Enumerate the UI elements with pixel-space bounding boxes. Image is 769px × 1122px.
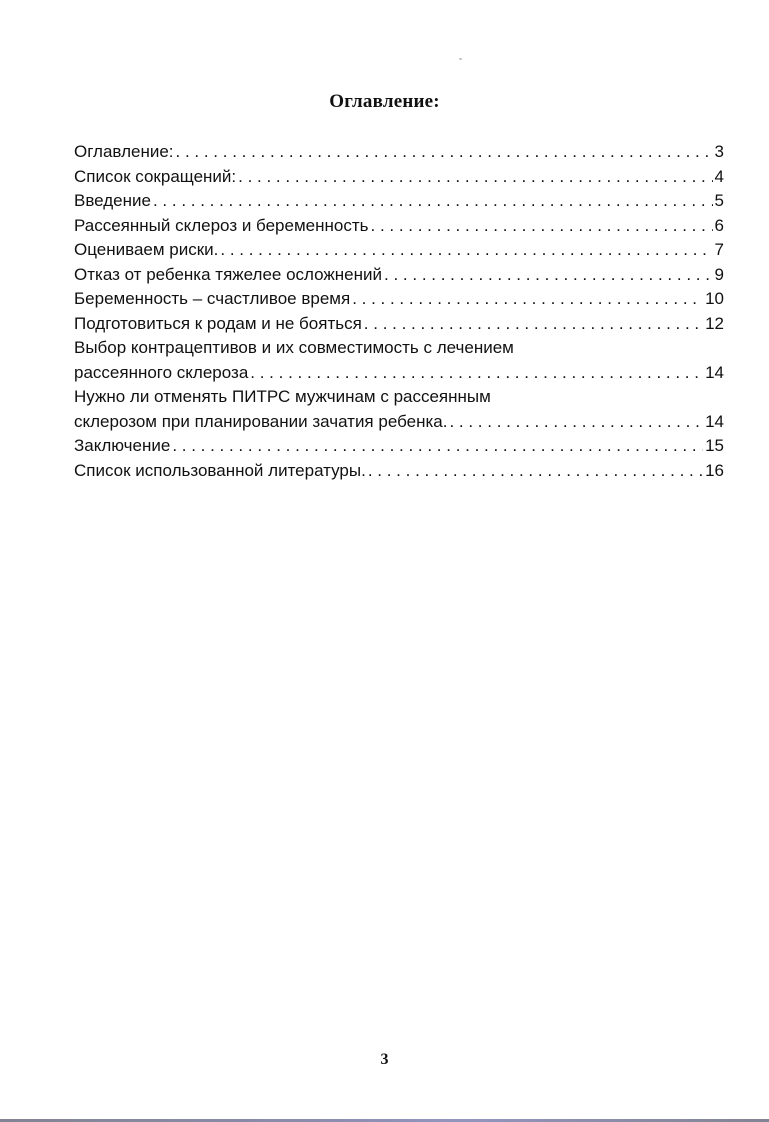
toc-page-number: 5 — [714, 191, 724, 210]
toc-entry[interactable] — [74, 140, 724, 165]
toc-entry[interactable] — [74, 385, 724, 434]
toc-line — [74, 410, 724, 435]
toc-page-number: 14 — [705, 362, 724, 382]
toc-entry[interactable] — [74, 459, 724, 484]
toc-line — [74, 287, 724, 312]
toc-dot-leader — [174, 140, 713, 165]
toc-entry[interactable] — [74, 263, 724, 288]
toc-entry-title: Оцениваем риски. — [74, 240, 219, 259]
toc-page-number: 12 — [705, 313, 724, 333]
toc-entry-title: Рассеянный склероз и беременность — [74, 215, 369, 235]
toc-dot-leader — [236, 165, 712, 190]
toc-line — [74, 238, 724, 263]
toc-dot-leader — [366, 459, 703, 484]
toc-page-number: 6 — [714, 215, 724, 235]
toc-entry[interactable] — [74, 287, 724, 312]
toc-page-number: 3 — [714, 142, 724, 161]
toc-entry-title: Заключение — [74, 436, 171, 455]
toc-line — [74, 189, 724, 214]
toc-dot-leader — [170, 434, 703, 459]
toc-page-number: 7 — [714, 240, 724, 259]
toc-entry[interactable] — [74, 336, 724, 385]
toc-entry-title: Оглавление: — [74, 142, 174, 161]
toc-entry-title: Беременность – счастливое время — [74, 289, 351, 308]
toc-entry-title-line-1: Нужно ли отменять ПИТРС мужчинам с рассеянным — [74, 387, 491, 406]
toc-line — [74, 214, 724, 239]
toc-dot-leader — [362, 312, 703, 337]
page-number: 3 — [380, 1051, 389, 1068]
toc-line — [74, 361, 724, 386]
toc-entry[interactable] — [74, 434, 724, 459]
toc-line — [74, 263, 724, 288]
toc-dot-leader — [218, 238, 712, 263]
table-of-contents — [74, 140, 724, 483]
toc-page-number: 4 — [714, 166, 724, 186]
toc-entry[interactable] — [74, 312, 724, 337]
toc-entry-title: Подготовиться к родам и не бояться — [74, 313, 362, 333]
toc-dot-leader — [151, 189, 713, 214]
toc-entry-title: Список использованной литературы. — [74, 460, 366, 480]
toc-entry[interactable] — [74, 189, 724, 214]
toc-line — [74, 312, 724, 337]
toc-dot-leader — [369, 214, 713, 239]
toc-entry-title: Список сокращений: — [74, 166, 237, 186]
toc-page-number: 9 — [714, 264, 724, 284]
toc-dot-leader — [447, 410, 703, 435]
scan-speck — [459, 58, 462, 60]
toc-dot-leader — [350, 287, 703, 312]
toc-line — [74, 140, 724, 165]
toc-entry-title: Отказ от ребенка тяжелее осложнений — [74, 264, 383, 284]
toc-entry[interactable] — [74, 238, 724, 263]
toc-dot-leader — [382, 263, 713, 288]
toc-entry-title: Введение — [74, 191, 151, 210]
toc-entry-title-line-2: склерозом при планировании зачатия ребенка. — [74, 411, 448, 431]
toc-entry-title-line-2: рассеянного склероза — [74, 362, 249, 382]
toc-entry[interactable] — [74, 165, 724, 190]
toc-page-number: 10 — [705, 289, 724, 308]
toc-dot-leader — [248, 361, 703, 386]
toc-page-number: 16 — [705, 460, 724, 480]
toc-entry-title-line-1: Выбор контрацептивов и их совместимость с лечением — [74, 338, 514, 357]
toc-line — [74, 434, 724, 459]
toc-page-number: 14 — [705, 411, 724, 431]
toc-entry[interactable] — [74, 214, 724, 239]
toc-line — [74, 165, 724, 190]
toc-page-number: 15 — [705, 436, 724, 455]
page-title: Оглавление: — [329, 91, 440, 112]
toc-line — [74, 459, 724, 484]
